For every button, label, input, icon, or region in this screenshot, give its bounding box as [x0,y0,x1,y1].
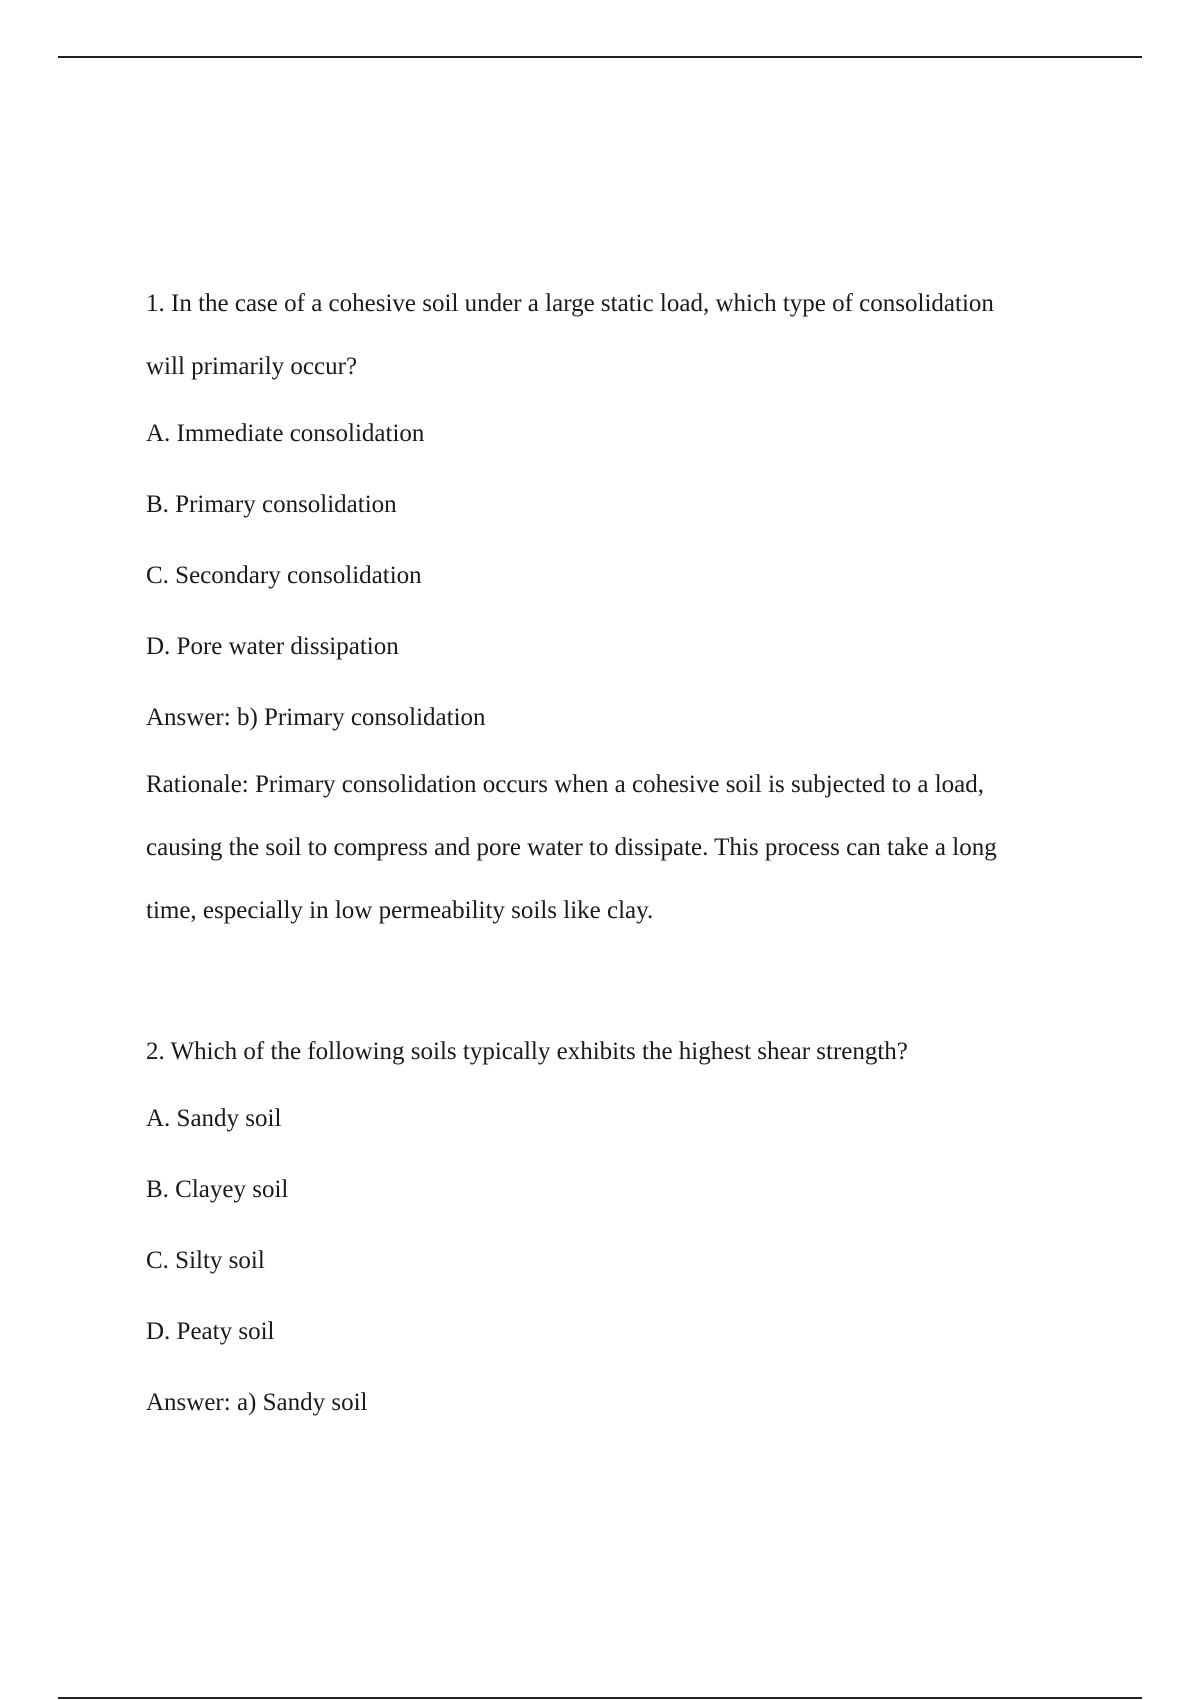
question-spacer [146,942,1086,1020]
option-b: B. Primary consolidation [146,491,397,518]
document-body [146,272,1086,1438]
rationale-line: time, especially in low permeability soils like clay. [146,897,654,924]
option-c: C. Silty soil [146,1247,265,1274]
answer-text: Answer: b) Primary consolidation [146,704,486,731]
question-text-line: 2. Which of the following soils typically exhibits the highest shear strength? [146,1038,908,1065]
option-d: D. Pore water dissipation [146,633,399,660]
option-c: C. Secondary consolidation [146,562,422,589]
header-rule [58,56,1142,58]
option-a: A. Immediate consolidation [146,420,425,447]
option-d: D. Peaty soil [146,1318,275,1345]
option-b: B. Clayey soil [146,1176,289,1203]
question-2 [146,1020,1086,1438]
rationale-line: causing the soil to compress and pore water to dissipate. This process can take a long [146,834,997,861]
footer-rule [58,1697,1142,1699]
question-text-line: will primarily occur? [146,353,358,380]
question-1 [146,272,1086,942]
answer-text: Answer: a) Sandy soil [146,1389,368,1416]
rationale-line: Rationale: Primary consolidation occurs when a cohesive soil is subjected to a load, [146,771,984,798]
question-text-line: 1. In the case of a cohesive soil under a large static load, which type of consolidation [146,290,994,317]
option-a: A. Sandy soil [146,1105,282,1132]
